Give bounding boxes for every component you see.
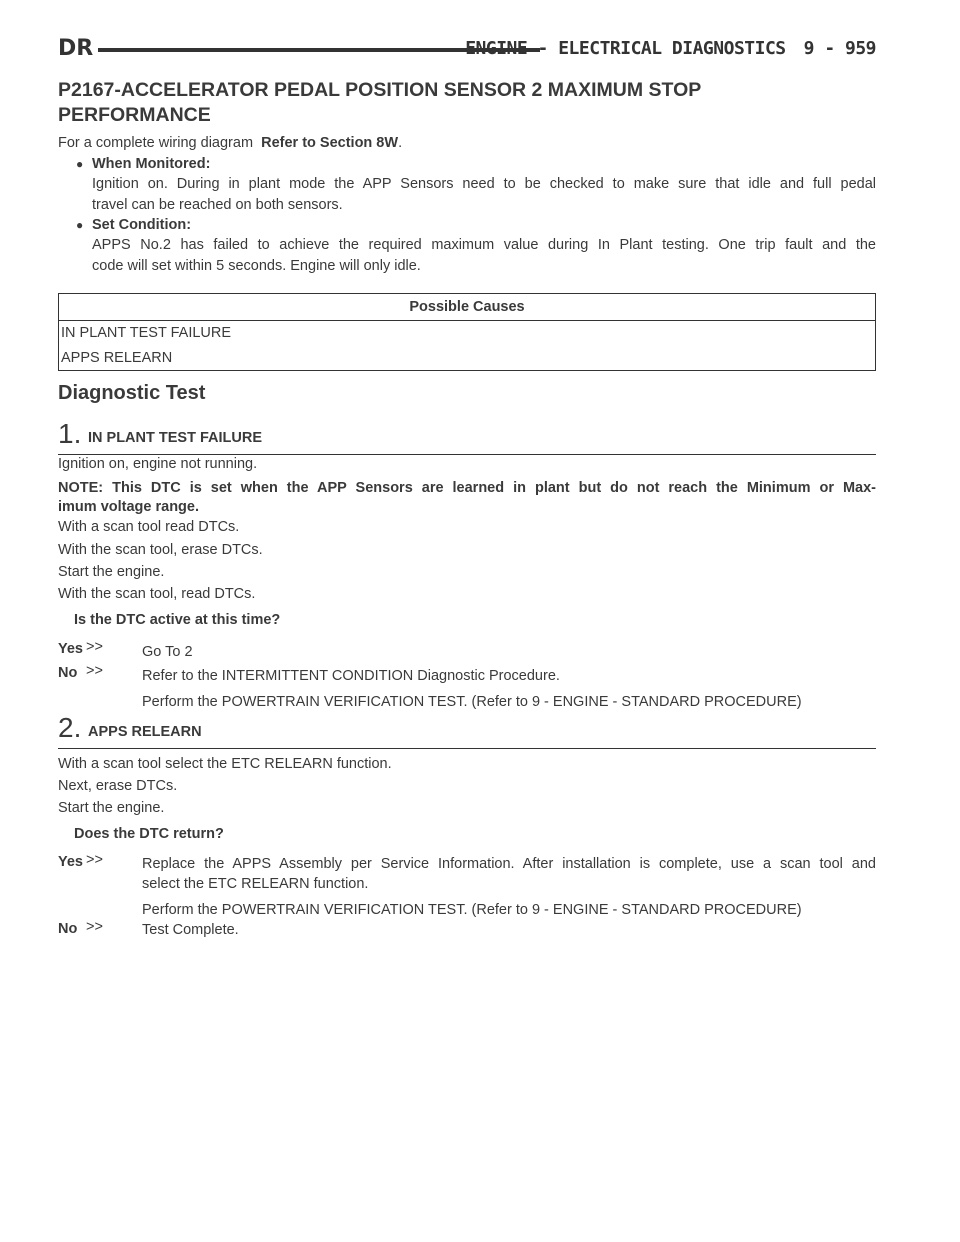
answer-arrow: >> [86,663,103,679]
step-number: 1. [58,418,82,449]
answer-yes-text: Go To 2 [142,644,193,660]
running-header [58,36,876,66]
answer-no-text: Test Complete. [142,922,239,938]
section-reference-link[interactable]: Refer to Section 8W [261,135,399,151]
step-question: Is the DTC active at this time? [74,612,281,628]
model-code: DR [58,36,94,61]
section-title: ENGINE - ELECTRICAL DIAGNOSTICS [465,38,786,59]
table-header: Possible Causes [59,294,875,321]
step-text: Start the engine. [58,564,165,580]
bullet-icon: ● [76,218,84,232]
step-text: Next, erase DTCs. [58,778,178,794]
bullet-icon: ● [76,157,84,171]
page-number: 9 - 959 [803,38,876,59]
answer-yes-text: Replace the APPS Assembly per Service Information. After installation is complete, use a scan tool and select the ETC RELEARN function. Perform the POWERTRAIN VERIFICATION TEST. (Refer to 9 - ENGINE - STANDARD PROCEDURE) [142,856,876,918]
when-monitored-label: When Monitored: [92,156,211,172]
possible-causes-table [58,293,876,371]
step-text: With the scan tool, erase DTCs. [58,542,263,558]
set-condition-label: Set Condition: [92,217,192,233]
step-1-heading [58,418,876,455]
answer-arrow: >> [86,639,103,655]
step-question: Does the DTC return? [74,826,224,842]
step-2-heading [58,712,876,749]
set-condition-text: APPS No.2 has failed to achieve the required maximum value during In Plant testing. One trip fault and the code will set within 5 seconds. Engine will only idle. [92,237,876,274]
step-text: Ignition on, engine not running. [58,456,258,472]
diagnostic-test-heading: Diagnostic Test [58,382,206,404]
note: NOTE: This DTC is set when the APP Sensors are learned in plant but do not reach the Minimum or Max- imum voltage range. [58,480,876,515]
step-text: With the scan tool, read DTCs. [58,586,256,602]
step-title: IN PLANT TEST FAILURE [88,430,262,446]
answer-no-text: Refer to the INTERMITTENT CONDITION Diagnostic Procedure. Perform the POWERTRAIN VERIFICATION TEST. (Refer to 9 - ENGINE - STANDARD PROCEDURE) [142,668,802,710]
when-monitored-text: Ignition on. During in plant mode the APP Sensors need to be checked to make sure that idle and full pedal travel can be reached on both sensors. [92,176,876,213]
answer-arrow: >> [86,852,103,868]
table-row: IN PLANT TEST FAILURE [61,325,232,341]
step-title: APPS RELEARN [88,724,202,740]
answer-arrow: >> [86,919,103,935]
answer-no-label: No [58,921,78,937]
answer-yes-label: Yes [58,641,83,657]
page-title: P2167-ACCELERATOR PEDAL POSITION SENSOR 2 MAXIMUM STOP PERFORMANCE [58,79,702,126]
table-row: APPS RELEARN [61,350,173,366]
step-number: 2. [58,712,82,743]
answer-yes-label: Yes [58,854,83,870]
step-text: Start the engine. [58,800,165,816]
step-text: With a scan tool read DTCs. [58,519,240,535]
step-text: With a scan tool select the ETC RELEARN function. [58,756,392,772]
wiring-intro: For a complete wiring diagram Refer to Section 8W. [58,135,403,151]
answer-no-label: No [58,665,78,681]
